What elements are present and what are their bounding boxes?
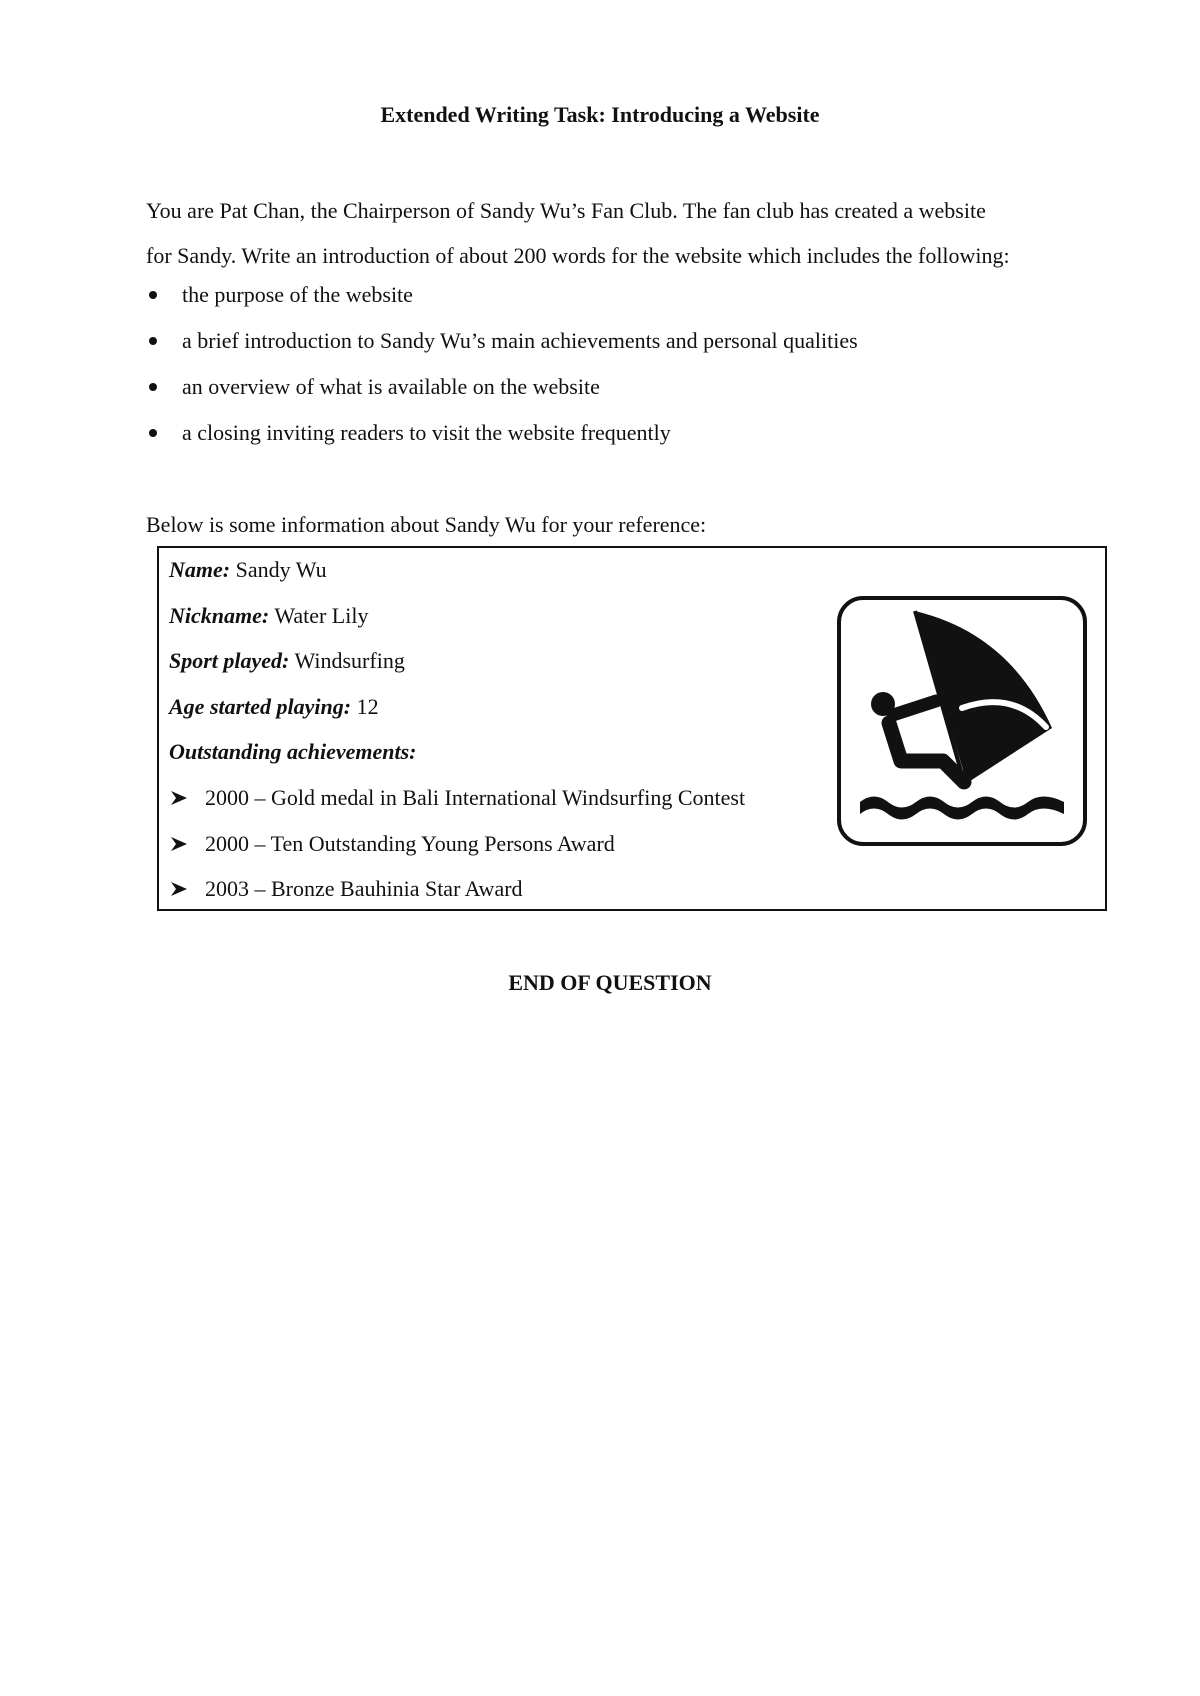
age-label: Age started playing:: [169, 693, 352, 719]
task-point: [146, 278, 1086, 324]
bullet-icon: [149, 383, 157, 391]
arrowhead-bullet-icon: [170, 836, 188, 852]
task-point-text: a closing inviting readers to visit the website frequently: [182, 420, 671, 445]
task-point-text: a brief introduction to Sandy Wu’s main achievements and personal qualities: [182, 328, 858, 353]
info-row-age: [169, 687, 417, 733]
age-value: 12: [356, 693, 379, 719]
bullet-icon: [149, 291, 157, 299]
achievement-item: [169, 778, 745, 824]
task-point: [146, 416, 1086, 462]
achievement-item: [169, 869, 745, 915]
reference-lead: Below is some information about Sandy Wu for your reference:: [146, 512, 707, 537]
task-point-text: an overview of what is available on the website: [182, 374, 600, 399]
achievements-label: Outstanding achievements:: [169, 739, 417, 764]
info-row-achievements: [169, 732, 417, 778]
nickname-label: Nickname:: [169, 602, 270, 628]
task-point: [146, 370, 1086, 416]
info-row-nickname: [169, 596, 417, 642]
arrowhead-bullet-icon: [170, 881, 188, 897]
sandy-wu-info-box: [157, 546, 1107, 911]
achievement-text: 2000 – Gold medal in Bali International Windsurfing Contest: [205, 785, 746, 810]
achievement-text: 2000 – Ten Outstanding Young Persons Award: [205, 830, 615, 856]
intro-line-2: for Sandy. Write an introduction of about 200 words for the website which includes the following:: [146, 243, 1010, 268]
bullet-icon: [149, 429, 157, 437]
task-point: [146, 324, 1086, 370]
info-row-sport: [169, 641, 417, 687]
task-point-text: the purpose of the website: [182, 282, 413, 307]
windsurfing-icon: [836, 595, 1088, 847]
end-of-question: END OF QUESTION: [508, 970, 712, 995]
name-label: Name:: [169, 557, 231, 582]
achievement-text: 2003 – Bronze Bauhinia Star Award: [205, 876, 523, 901]
achievements-list: [169, 778, 745, 915]
achievement-item: [169, 824, 745, 870]
arrowhead-bullet-icon: [170, 790, 188, 806]
name-value: Sandy Wu: [235, 557, 327, 582]
info-fields: [169, 550, 417, 778]
info-row-name: [169, 550, 417, 596]
intro-line-1: You are Pat Chan, the Chairperson of Sandy Wu’s Fan Club. The fan club has created a website: [146, 198, 986, 223]
task-instructions: [146, 188, 1086, 278]
document-title: Extended Writing Task: Introducing a Website: [380, 102, 820, 127]
task-points-list: [146, 278, 1086, 462]
sport-label: Sport played:: [169, 648, 290, 673]
bullet-icon: [149, 337, 157, 345]
nickname-value: Water Lily: [274, 602, 369, 628]
sport-value: Windsurfing: [294, 648, 405, 673]
